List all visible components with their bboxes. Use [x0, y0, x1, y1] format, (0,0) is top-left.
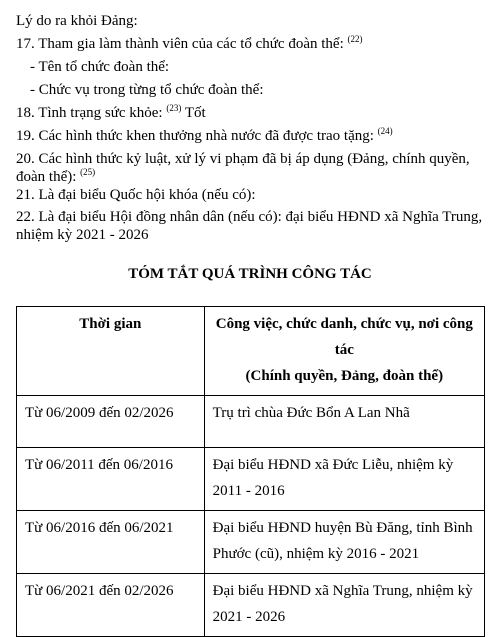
- row-work: Đại biểu HĐND xã Nghĩa Trung, nhiệm kỳ 2021 - 2026: [204, 574, 484, 637]
- row-time: Từ 06/2011 đến 06/2016: [17, 448, 205, 511]
- item-17-footnote: (22): [347, 34, 363, 44]
- header-work-line2: (Chính quyền, Đảng, đoàn thể): [245, 368, 444, 384]
- table-row: [17, 574, 485, 637]
- item-19: [16, 127, 393, 145]
- item-17-organization-position: [30, 81, 264, 99]
- item-19-text: 19. Các hình thức khen thưởng nhà nước đã được trao tặng:: [16, 128, 374, 144]
- item-17-organization-name-label: - Tên tổ chức đoàn thể:: [30, 59, 170, 75]
- party-exit-reason-label: Lý do ra khỏi Đảng:: [16, 13, 138, 29]
- item-18-text: 18. Tình trạng sức khỏe:: [16, 105, 163, 121]
- item-17-organization-position-label: - Chức vụ trong từng tổ chức đoàn thể:: [30, 82, 264, 98]
- item-17: [16, 35, 363, 53]
- item-17-organization-name: [30, 58, 169, 76]
- item-18-value: Tốt: [184, 105, 206, 121]
- row-work: Đại biểu HĐND xã Đức Liễu, nhiệm kỳ 2011 - 2016: [204, 448, 484, 511]
- work-history-table: [16, 306, 485, 637]
- row-time: Từ 06/2009 đến 02/2026: [17, 396, 205, 448]
- item-20: [16, 150, 490, 186]
- item-21-text: 21. Là đại biểu Quốc hội khóa (nếu có):: [16, 187, 256, 203]
- item-22: [16, 208, 490, 244]
- party-exit-reason: [16, 12, 138, 30]
- item-18-footnote: (23): [166, 103, 182, 113]
- item-17-text: 17. Tham gia làm thành viên của các tổ chức đoàn thể:: [16, 36, 344, 52]
- item-22-text: 22. Là đại biểu Hội đồng nhân dân (nếu có): đại biểu HĐND xã Nghĩa Trung, nhiệm kỳ 2021 - 2026: [16, 209, 483, 243]
- row-work: Trụ trì chùa Đức Bổn A Lan Nhã: [204, 396, 484, 448]
- section-title: TÓM TẮT QUÁ TRÌNH CÔNG TÁC: [128, 266, 372, 282]
- item-18: [16, 104, 206, 122]
- table-row: [17, 448, 485, 511]
- item-21: [16, 186, 256, 204]
- item-19-footnote: (24): [377, 126, 393, 136]
- table-header-row: [17, 307, 485, 396]
- header-time: Thời gian: [17, 307, 205, 396]
- row-work: Đại biểu HĐND huyện Bù Đăng, tỉnh Bình Phước (cũ), nhiệm kỳ 2016 - 2021: [204, 511, 484, 574]
- row-time: Từ 06/2021 đến 02/2026: [17, 574, 205, 637]
- header-work-line1: Công việc, chức danh, chức vụ, nơi công tác: [215, 316, 473, 358]
- table-row: [17, 396, 485, 448]
- item-20-footnote: (25): [80, 167, 96, 177]
- header-work: [204, 307, 484, 396]
- item-20-text: 20. Các hình thức kỷ luật, xử lý vi phạm đã bị áp dụng (Đảng, chính quyền, đoàn thể):: [16, 151, 470, 185]
- table-row: [17, 511, 485, 574]
- row-time: Từ 06/2016 đến 06/2021: [17, 511, 205, 574]
